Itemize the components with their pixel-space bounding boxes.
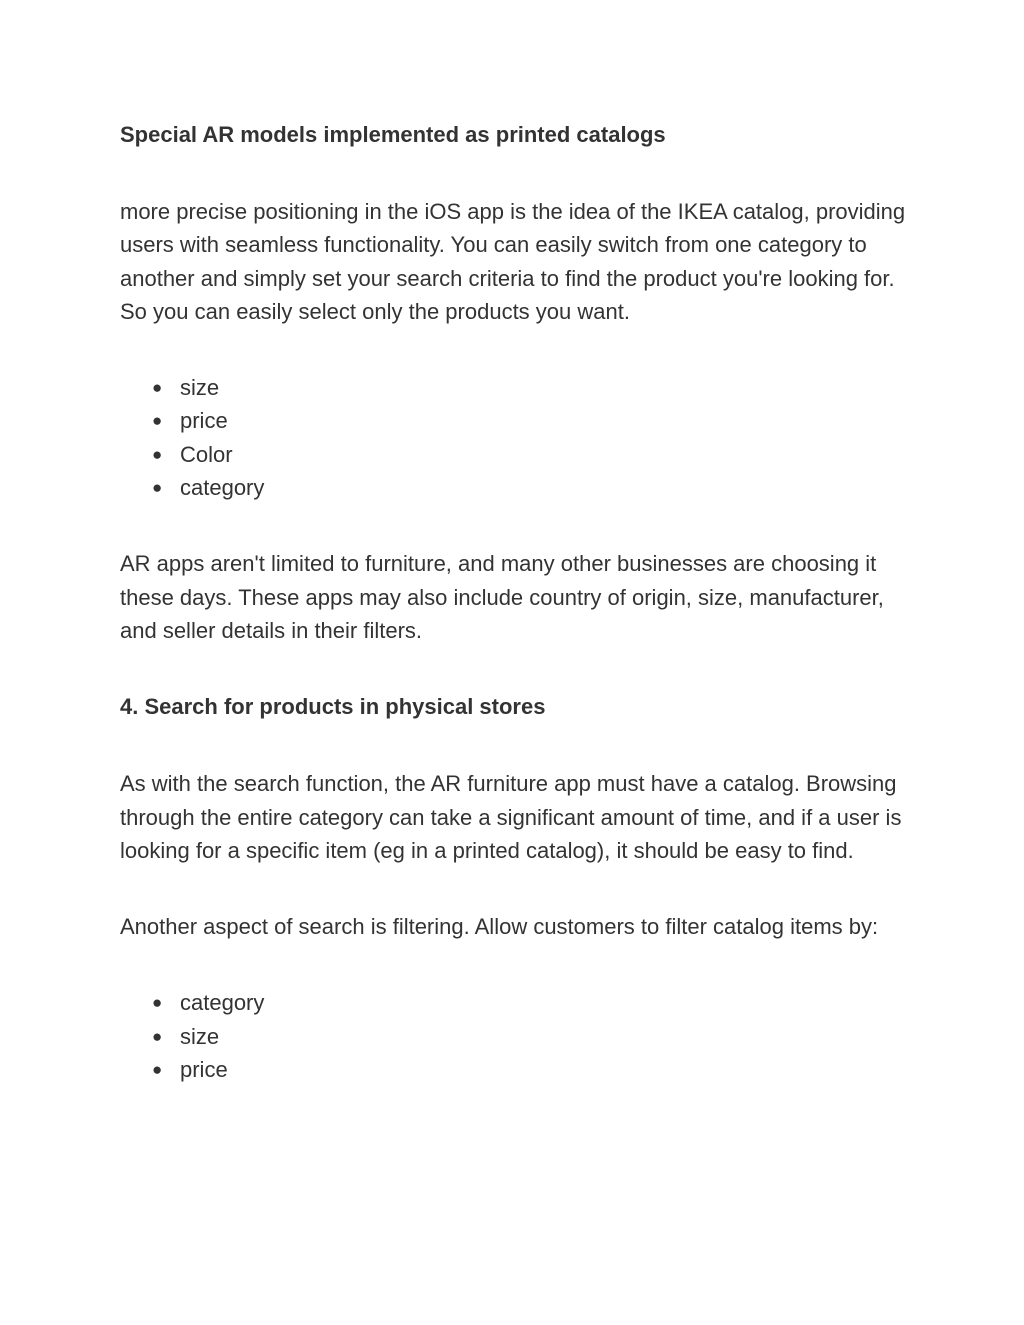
bullet-icon: ● [152,378,163,398]
paragraph-search-function: As with the search function, the AR furniture app must have a catalog. Browsing through the entire category can take a significant amount of time, and if a user is looking for a specific item (eg in a printed catalog), it should be easy to find. [120,771,902,863]
list-item: ● size [120,1020,910,1053]
paragraph-ios-catalog: more precise positioning in the iOS app is the idea of the IKEA catalog, providing users with seamless functionality. You can easily switch from one category to another and simply set your search criteria to find the product you're looking for. So you can easily select only the products you want. [120,199,906,324]
list-item: ● size [120,371,910,404]
list-item: ● price [120,404,910,437]
bullet-icon: ● [152,993,163,1013]
list-item: ● Color [120,438,910,471]
section-heading-search-stores: 4. Search for products in physical stores [120,694,546,720]
paragraph-ar-apps: AR apps aren't limited to furniture, and many other businesses are choosing it these days. These apps may also include country of origin, size, manufacturer, and seller details in their filters. [120,551,884,643]
list-item: ● category [120,471,910,504]
bullet-icon: ● [152,1060,163,1080]
document-page [120,118,910,1086]
filter-list-2 [120,986,910,1086]
bullet-icon: ● [152,478,163,498]
filter-list-1 [120,371,910,504]
section-heading-ar-models: Special AR models implemented as printed catalogs [120,122,666,147]
bullet-icon: ● [152,444,163,464]
bullet-icon: ● [152,411,163,431]
list-item: ● category [120,986,910,1019]
bullet-icon: ● [152,1026,163,1046]
paragraph-filtering: Another aspect of search is filtering. Allow customers to filter catalog items by: [120,914,879,940]
list-item: ● price [120,1053,910,1086]
